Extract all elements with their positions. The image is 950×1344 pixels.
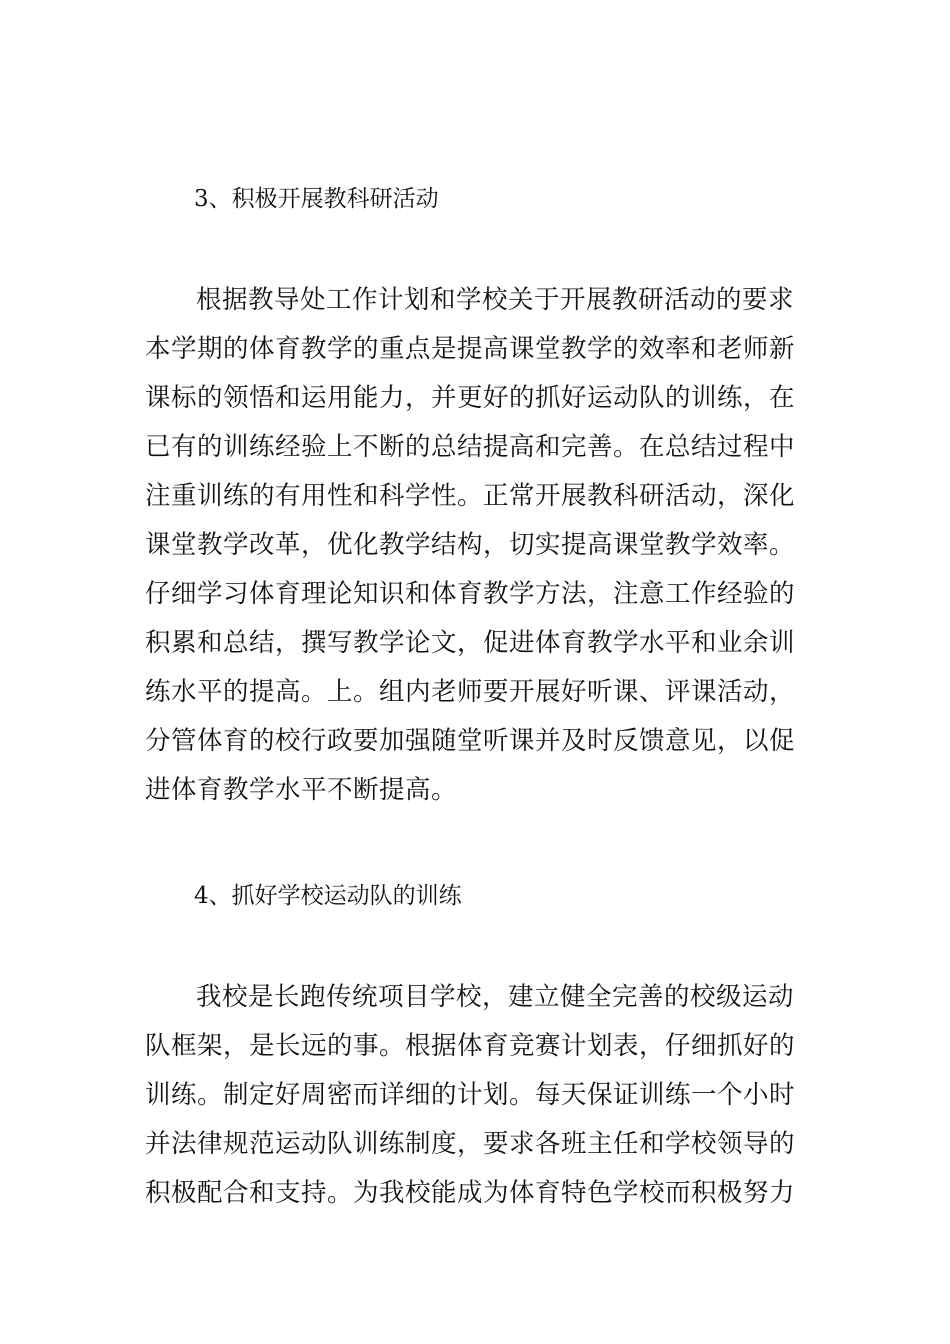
paragraph-line: 课堂教学改革，优化教学结构，切实提高课堂教学效率。 xyxy=(145,530,796,560)
section-3-paragraph xyxy=(145,276,810,815)
paragraph-line: 注重训练的有用性和科学性。正常开展教科研活动，深化 xyxy=(145,481,796,511)
paragraph-line: 已有的训练经验上不断的总结提高和完善。在总结过程中 xyxy=(145,432,796,462)
paragraph-line: 根据教导处工作计划和学校关于开展教研活动的要求 xyxy=(196,285,795,315)
section-4-heading: 4、抓好学校运动队的训练 xyxy=(194,883,462,909)
paragraph-line: 积极配合和支持。为我校能成为体育特色学校而积极努力 xyxy=(145,1178,796,1208)
section-4-paragraph xyxy=(145,973,810,1218)
paragraph-line: 队框架，是长远的事。根据体育竞赛计划表，仔细抓好的 xyxy=(145,1031,796,1061)
paragraph-line: 分管体育的校行政要加强随堂听课并及时反馈意见，以促 xyxy=(145,726,796,756)
paragraph-line: 课标的领悟和运用能力，并更好的抓好运动队的训练，在 xyxy=(145,383,796,413)
paragraph-line: 本学期的体育教学的重点是提高课堂教学的效率和老师新 xyxy=(145,334,796,364)
paragraph-line: 积累和总结，撰写教学论文，促进体育教学水平和业余训 xyxy=(145,628,796,658)
section-3-heading: 3、积极开展教科研活动 xyxy=(194,186,439,212)
paragraph-line: 训练。制定好周密而详细的计划。每天保证训练一个小时 xyxy=(145,1080,796,1110)
paragraph-line: 我校是长跑传统项目学校，建立健全完善的校级运动 xyxy=(196,982,795,1012)
paragraph-line: 仔细学习体育理论知识和体育教学方法，注意工作经验的 xyxy=(145,579,796,609)
paragraph-line: 进体育教学水平不断提高。 xyxy=(145,775,458,805)
paragraph-line: 并法律规范运动队训练制度，要求各班主任和学校领导的 xyxy=(145,1129,796,1159)
paragraph-line: 练水平的提高。上。组内老师要开展好听课、评课活动， xyxy=(145,677,796,707)
